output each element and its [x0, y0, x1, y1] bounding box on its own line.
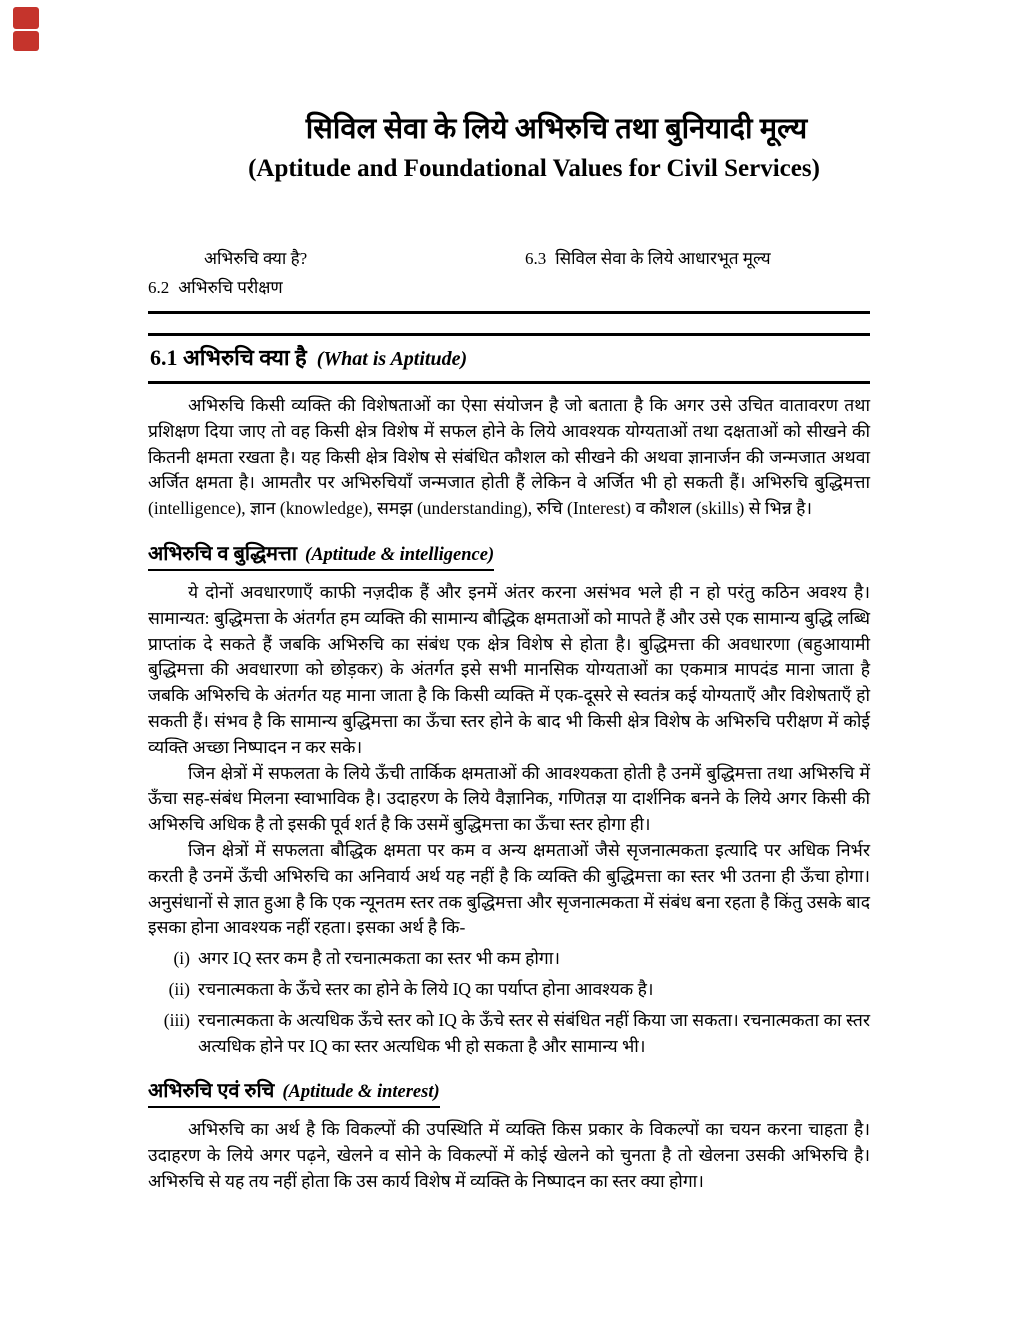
toc-item-3-number: 6.3	[525, 249, 547, 268]
paragraph: ये दोनों अवधारणाएँ काफी नज़दीक हैं और इनमें अंतर करना असंभव भले ही न हो परंतु कठिन अवश्य है। सामान्यत: बुद्धिमत्ता के अंतर्गत हम व्यक्ति की सामान्य बौद्धिक क्षमताओं को मापते हैं और उसे एक सामान्य बुद्धि लब्धि प्राप्तांक दे सकते हैं जबकि अभिरुचि का संबंध एक क्षेत्र विशेष से होता है। बुद्धिमत्ता की अवधारणा (बहुआयामी बुद्धिमत्ता की अवधारणा को छोड़कर) के अंतर्गत इसे सभी मानसिक योग्यताओं का एकमात्र मापदंड माना जाता है जबकि अभिरुचि के अंतर्गत यह माना जाता है कि किसी व्यक्ति में एक-दूसरे से स्वतंत्र कई योग्यताएँ और विशेषताएँ हो सकती हैं। संभव है कि सामान्य बुद्धिमत्ता का ऊँचा स्तर होने के बाद भी किसी क्षेत्र विशेष के अभिरुचि परीक्षण में कोई व्यक्ति अच्छा निष्पादन न कर सके।	[148, 581, 870, 757]
list-item-marker: (iii)	[163, 1009, 190, 1030]
subsection-heading-aptitude-interest	[148, 1076, 870, 1108]
subsection-heading-english: (Aptitude & interest)	[282, 1082, 440, 1103]
list-item-marker: (ii)	[168, 978, 190, 999]
list-item-text: रचनात्मकता के ऊँचे स्तर का होने के लिये IQ का पर्याप्त होना आवश्यक है।	[198, 978, 654, 999]
subsection-heading-hindi: अभिरुचि व बुद्धिमत्ता	[148, 542, 298, 565]
chapter-title-hindi: सिविल सेवा के लिये अभिरुचि तथा बुनियादी मूल्य	[305, 113, 808, 145]
paragraph-what-is-aptitude: अभिरुचि किसी व्यक्ति की विशेषताओं का ऐसा संयोजन है जो बताता है कि अगर उसे उचित वातावरण तथा प्रशिक्षण दिया जाए तो वह किसी क्षेत्र विशेष में सफल होने के लिये आवश्यक योग्यताओं तथा दक्षताओं को सीखने की कितनी क्षमता रखता है। यह किसी क्षेत्र विशेष से संबंधित कौशल को सीखने की अथवा ज्ञानार्जन की जन्मजात अथवा अर्जित क्षमता है। आमतौर पर अभिरुचियाँ जन्मजात होती हैं लेकिन वे अर्जित भी हो सकती हैं। अभिरुचि बुद्धिमत्ता (intelligence), ज्ञान (knowledge), समझ (understanding), रुचि (Interest) व कौशल (skills) से भिन्न है।	[148, 395, 870, 519]
roman-numbered-list	[148, 946, 870, 1059]
red-stamp-mark-icon	[13, 31, 39, 51]
list-item-text: अगर IQ स्तर कम है तो रचनात्मकता का स्तर भी कम होगा।	[198, 948, 560, 969]
toc-item-3-label: सिविल सेवा के लिये आधारभूत मूल्य	[555, 249, 771, 268]
paragraph: अभिरुचि का अर्थ है कि विकल्पों की उपस्थिति में व्यक्ति किस प्रकार के विकल्पों का चयन करना चाहता है। उदाहरण के लिये अगर पढ़ने, खेलने व सोने के विकल्पों में कोई खेलने को चुनता है तो खेलना उसकी अभिरुचि है। अभिरुचि से यह तय नहीं होता कि उस कार्य विशेष में व्यक्ति के निष्पादन का स्तर क्या होगा।	[148, 1119, 870, 1191]
list-item	[148, 946, 870, 972]
toc-item-1	[195, 248, 525, 270]
paragraph: जिन क्षेत्रों में सफलता बौद्धिक क्षमता पर कम व अन्य क्षमताओं जैसे सृजनात्मकता इत्यादि पर अधिक निर्भर करती है उनमें ऊँची अभिरुचि का अनिवार्य अर्थ यह नहीं है कि व्यक्ति की बुद्धिमत्ता का स्तर भी उतना ही ऊँचा होगा। अनुसंधानों से ज्ञात हुआ है कि एक न्यूनतम स्तर तक बुद्धिमत्ता और सृजनात्मकता में संबंध बना रहता है किंतु उसके बाद इसका होना आवश्यक नहीं रहता। इसका अर्थ है कि-	[148, 839, 870, 938]
red-stamp-mark-icon	[13, 7, 39, 29]
list-item-text: रचनात्मकता के अत्यधिक ऊँचे स्तर को IQ के ऊँचे स्तर से संबंधित नहीं किया जा सकता। रचनात्मकता का स्तर अत्यधिक होने पर IQ का स्तर अत्यधिक भी हो सकता है और सामान्य भी।	[198, 1009, 870, 1056]
toc-item-2-label: अभिरुचि परीक्षण	[178, 278, 283, 297]
section-heading-6-1	[148, 333, 870, 384]
toc-item-1-label: अभिरुचि क्या है?	[204, 249, 308, 268]
list-item	[148, 977, 870, 1003]
section-heading-english: (What is Aptitude)	[316, 348, 468, 370]
subsection-heading-english: (Aptitude & intelligence)	[305, 544, 495, 565]
chapter-title-english: (Aptitude and Foundational Values for Civil Services)	[248, 155, 820, 182]
toc-item-2	[148, 277, 870, 299]
page-content	[148, 0, 870, 1195]
subsection-heading-aptitude-intelligence	[148, 539, 870, 571]
toc-item-3	[525, 248, 771, 270]
section-heading-hindi: 6.1 अभिरुचि क्या है	[150, 345, 307, 370]
toc-item-2-number: 6.2	[148, 278, 170, 297]
list-item-marker: (i)	[173, 948, 190, 969]
chapter-contents	[148, 248, 870, 314]
list-item	[148, 1008, 870, 1060]
paragraph: जिन क्षेत्रों में सफलता के लिये ऊँची तार्किक क्षमताओं की आवश्यकता होती है उनमें बुद्धिमत्ता तथा अभिरुचि में ऊँचा सह-संबंध मिलना स्वाभाविक है। उदाहरण के लिये वैज्ञानिक, गणितज्ञ या दार्शनिक बनने के लिये अगर किसी की अभिरुचि अधिक है तो इसकी पूर्व शर्त है कि उसमें बुद्धिमत्ता का ऊँचा स्तर होगा ही।	[148, 762, 870, 835]
subsection-heading-hindi: अभिरुचि एवं रुचि	[148, 1080, 275, 1103]
